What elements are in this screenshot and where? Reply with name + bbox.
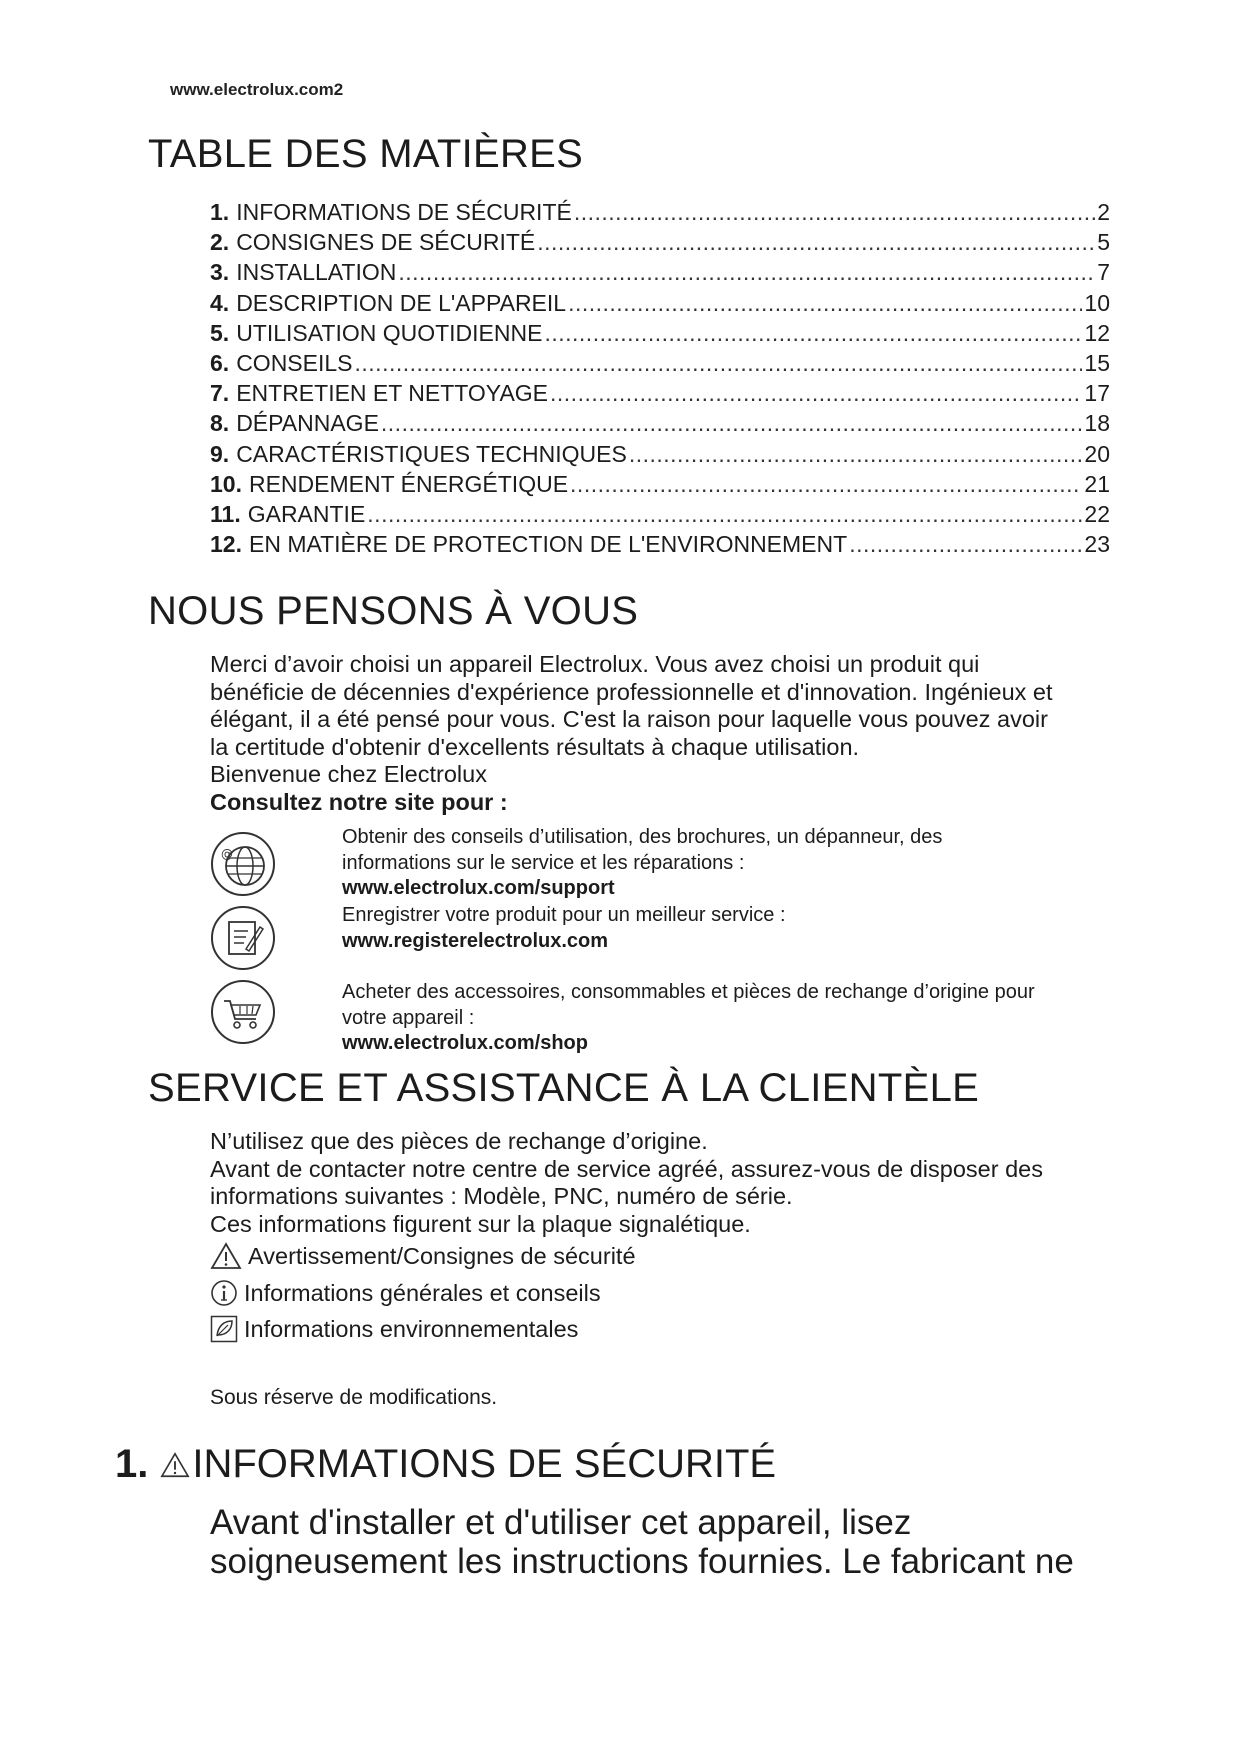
thinking-title: NOUS PENSONS À VOUS (148, 589, 639, 633)
thinking-paragraph (210, 651, 1110, 816)
toc-leader-dots (849, 529, 1082, 559)
toc-entry-number: 5. (210, 319, 230, 346)
toc-entry-label: INFORMATIONS DE SÉCURITÉ (236, 199, 572, 225)
toc-entry-page: 2 (1097, 199, 1110, 225)
toc-entry[interactable] (210, 378, 1110, 408)
toc-entry-page: 10 (1084, 289, 1110, 316)
chapter-number: 1. (115, 1442, 149, 1486)
resource-line: Obtenir des conseils d’utilisation, des brochures, un dépanneur, des (342, 826, 943, 848)
service-line: N’utilisez que des pièces de rechange d’origine. (210, 1128, 708, 1154)
visit-line: Consultez notre site pour : (210, 788, 508, 815)
toc-entry-number: 9. (210, 440, 230, 467)
service-paragraph (210, 1128, 1110, 1238)
toc-entry-label: CONSIGNES DE SÉCURITÉ (236, 229, 536, 256)
toc-entry-number: 8. (210, 410, 230, 437)
thinking-line: Merci d’avoir choisi un appareil Electrolux. Vous avez choisi un produit qui (210, 651, 980, 677)
legend-label: Informations environnementales (244, 1315, 579, 1342)
toc-entry-number: 3. (210, 259, 230, 286)
resource-line: votre appareil : (342, 1006, 475, 1029)
toc-entry-number: 2. (210, 229, 230, 256)
support-link[interactable]: www.electrolux.com/support (342, 877, 615, 899)
toc-leader-dots (574, 197, 1095, 227)
legend-environment (210, 1315, 578, 1343)
register-link[interactable]: www.registerelectrolux.com (342, 929, 609, 952)
toc-entry[interactable] (210, 318, 1110, 348)
toc-leader-dots (367, 499, 1082, 529)
service-title: SERVICE ET ASSISTANCE À LA CLIENTÈLE (148, 1066, 980, 1110)
toc-entry-number: 12. (210, 531, 242, 558)
toc-entry[interactable] (210, 499, 1110, 529)
toc-entry-page: 17 (1084, 380, 1110, 407)
toc-entry-page: 20 (1084, 440, 1110, 467)
toc-entry-label: DÉPANNAGE (236, 410, 379, 437)
toc-entry-label: INSTALLATION (236, 259, 397, 286)
toc-entry-number: 6. (210, 350, 230, 377)
toc-entry-number: 4. (210, 289, 230, 316)
toc-entry-page: 21 (1084, 470, 1110, 497)
toc-entry-page: 5 (1097, 229, 1110, 256)
resource-support (210, 825, 1130, 905)
service-line: informations suivantes : Modèle, PNC, numéro de série. (210, 1183, 793, 1209)
warning-icon (160, 1451, 190, 1479)
toc-entry-label: GARANTIE (247, 501, 366, 528)
chapter-title: INFORMATIONS DE SÉCURITÉ (192, 1442, 777, 1486)
resource-line: Enregistrer votre produit pour un meilleur service : (342, 904, 786, 926)
toc-entry[interactable] (210, 348, 1110, 378)
resource-line: Acheter des accessoires, consommables et pièces de rechange d’origine pour (342, 981, 1035, 1003)
info-icon (210, 1279, 238, 1307)
toc-entry-number: 7. (210, 380, 230, 407)
toc-entry-label: EN MATIÈRE DE PROTECTION DE L'ENVIRONNEMENT (248, 531, 848, 558)
globe-icon (210, 831, 276, 897)
toc-leader-dots (570, 469, 1082, 499)
toc-entry-number: 1. (210, 199, 230, 225)
toc-entry[interactable] (210, 257, 1110, 287)
toc-leader-dots (355, 348, 1083, 378)
header-url: www.electrolux.com2 (170, 80, 344, 99)
toc-leader-dots (544, 318, 1082, 348)
toc-entry-page: 7 (1097, 259, 1110, 286)
shop-link[interactable]: www.electrolux.com/shop (342, 1032, 588, 1054)
chapter-intro (210, 1503, 1130, 1581)
toc-entry-label: CONSEILS (236, 350, 353, 377)
toc-leader-dots (568, 288, 1082, 318)
toc-entry[interactable] (210, 227, 1110, 257)
svg-text:@: @ (221, 847, 233, 861)
toc-entry[interactable] (210, 408, 1110, 438)
toc-entry-label: ENTRETIEN ET NETTOYAGE (236, 380, 549, 407)
toc-entry-page: 23 (1084, 531, 1110, 558)
chapter-heading (115, 1442, 776, 1487)
toc-entry[interactable] (210, 197, 1110, 227)
legend-info (210, 1279, 601, 1307)
toc-entry-page: 22 (1084, 501, 1110, 528)
toc-entry-page: 18 (1084, 410, 1110, 437)
warning-icon (210, 1242, 242, 1270)
toc-title: TABLE DES MATIÈRES (148, 132, 584, 176)
toc-entry-number: 10. (210, 470, 242, 497)
intro-line: Avant d'installer et d'utiliser cet appareil, lisez (210, 1503, 912, 1542)
toc-entry-label: CARACTÉRISTIQUES TECHNIQUES (236, 440, 627, 467)
toc-leader-dots (537, 227, 1095, 257)
toc-entry[interactable] (210, 469, 1110, 499)
toc-entry-number: 11. (210, 501, 241, 528)
toc-entry-label: UTILISATION QUOTIDIENNE (236, 319, 543, 346)
resource-shop (210, 980, 1130, 1060)
intro-line: soigneusement les instructions fournies. Le fabricant ne (210, 1542, 1074, 1581)
toc-entry-label: RENDEMENT ÉNERGÉTIQUE (248, 470, 569, 497)
thinking-line: élégant, il a été pensé pour vous. C'est la raison pour laquelle vous pouvez avoir (210, 706, 1048, 732)
toc-entry[interactable] (210, 529, 1110, 559)
service-line: Ces informations figurent sur la plaque signalétique. (210, 1210, 751, 1237)
changes-note: Sous réserve de modifications. (210, 1386, 498, 1409)
toc-entry[interactable] (210, 439, 1110, 469)
thinking-line: la certitude d'obtenir d'excellents résultats à chaque utilisation. (210, 733, 860, 760)
thinking-line: bénéficie de décennies d'expérience professionnelle et d'innovation. Ingénieux et (210, 678, 1053, 705)
service-line: Avant de contacter notre centre de service agréé, assurez-vous de disposer des (210, 1155, 1043, 1182)
toc-entry-label: DESCRIPTION DE L'APPAREIL (236, 289, 567, 316)
table-of-contents (210, 197, 1110, 559)
toc-leader-dots (398, 257, 1095, 287)
welcome-line: Bienvenue chez Electrolux (210, 761, 487, 787)
legend-warning (210, 1242, 636, 1270)
toc-entry-page: 15 (1084, 350, 1110, 377)
cart-icon (210, 979, 276, 1045)
toc-entry-page: 12 (1084, 319, 1110, 346)
toc-leader-dots (550, 378, 1082, 408)
resource-line: informations sur le service et les réparations : (342, 851, 745, 874)
toc-leader-dots (629, 439, 1083, 469)
leaf-icon (210, 1315, 238, 1343)
resource-register (210, 903, 1130, 983)
register-icon (210, 905, 276, 971)
toc-leader-dots (381, 408, 1083, 438)
legend-label: Avertissement/Consignes de sécurité (248, 1242, 636, 1269)
legend-label: Informations générales et conseils (244, 1279, 601, 1306)
toc-entry[interactable] (210, 288, 1110, 318)
